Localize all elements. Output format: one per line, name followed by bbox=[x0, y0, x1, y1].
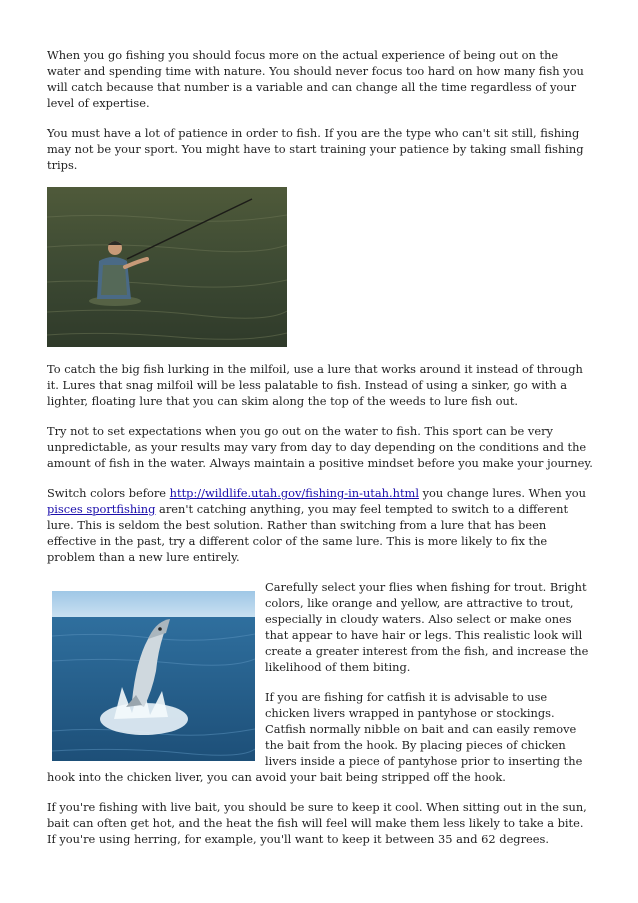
switch-colors-text-a: Switch colors before bbox=[47, 486, 170, 500]
utah-fishing-link[interactable]: http://wildlife.utah.gov/fishing-in-utah.html bbox=[169, 486, 419, 500]
fly-fisherman-photo bbox=[47, 187, 287, 347]
paragraph-no-expectations: Try not to set expectations when you go out on the water to fish. This sport can be very unpredictable, as your results may vary from day to day depending on the conditions and the amount of fish in the water. Always maintain a positive mindset before you make your journey. bbox=[47, 424, 593, 470]
switch-colors-text-c: aren't catching anything, you may feel tempted to switch to a different lure. This is seldom the best solution. Rather than switching from a lure that has been effective in the past, try a different color of the same lure. This is more likely to fix the problem than a new lure entirely. bbox=[47, 502, 569, 564]
paragraph-catfish: If you are fishing for catfish it is advisable to use chicken livers wrapped in pantyhose or stockings. Catfish normally nibble on bait and can easily remove the bait from the hook. By placing pieces of chicken livers inside a piece of pantyhose prior to inserting the hook into the chicken liver, you can avoid your bait being stripped off the hook. bbox=[47, 690, 583, 784]
switch-colors-text-b: you change lures. When you bbox=[419, 486, 586, 500]
paragraph-live-bait: If you're fishing with live bait, you should be sure to keep it cool. When sitting out in the sun, bait can often get hot, and the heat the fish will feel will make them less likely to take a bite. If you're using herring, for example, you'll want to keep it between 35 and 62 degrees. bbox=[47, 800, 587, 846]
paragraph-expectations-nature: When you go fishing you should focus more on the actual experience of being out on the water and spending time with nature. You should never focus too hard on how many fish you will catch because that number is a variable and can change all the time regardless of your level of expertise. bbox=[47, 48, 584, 110]
paragraph-milfoil: To catch the big fish lurking in the milfoil, use a lure that works around it instead of through it. Lures that snag milfoil will be less palatable to fish. Instead of using a sinker, go with a lighter, floating lure that you can skim along the top of the weeds to lure fish out. bbox=[47, 362, 583, 408]
article-body bbox=[47, 47, 595, 861]
paragraph-patience: You must have a lot of patience in order to fish. If you are the type who can't sit still, fishing may not be your sport. You might have to start training your patience by taking small fishing trips. bbox=[47, 126, 584, 172]
pisces-sportfishing-link[interactable]: pisces sportfishing bbox=[47, 502, 156, 516]
leaping-tarpon-photo bbox=[52, 591, 255, 761]
paragraph-trout-flies: Carefully select your flies when fishing for trout. Bright colors, like orange and yellow, are attractive to trout, especially in cloudy waters. Also select or make ones that appear to have hair or legs. This realistic look will create a greater interest from the fish, and increase the likelihood of them biting. bbox=[265, 580, 589, 674]
paragraph-switch-colors bbox=[47, 485, 595, 565]
